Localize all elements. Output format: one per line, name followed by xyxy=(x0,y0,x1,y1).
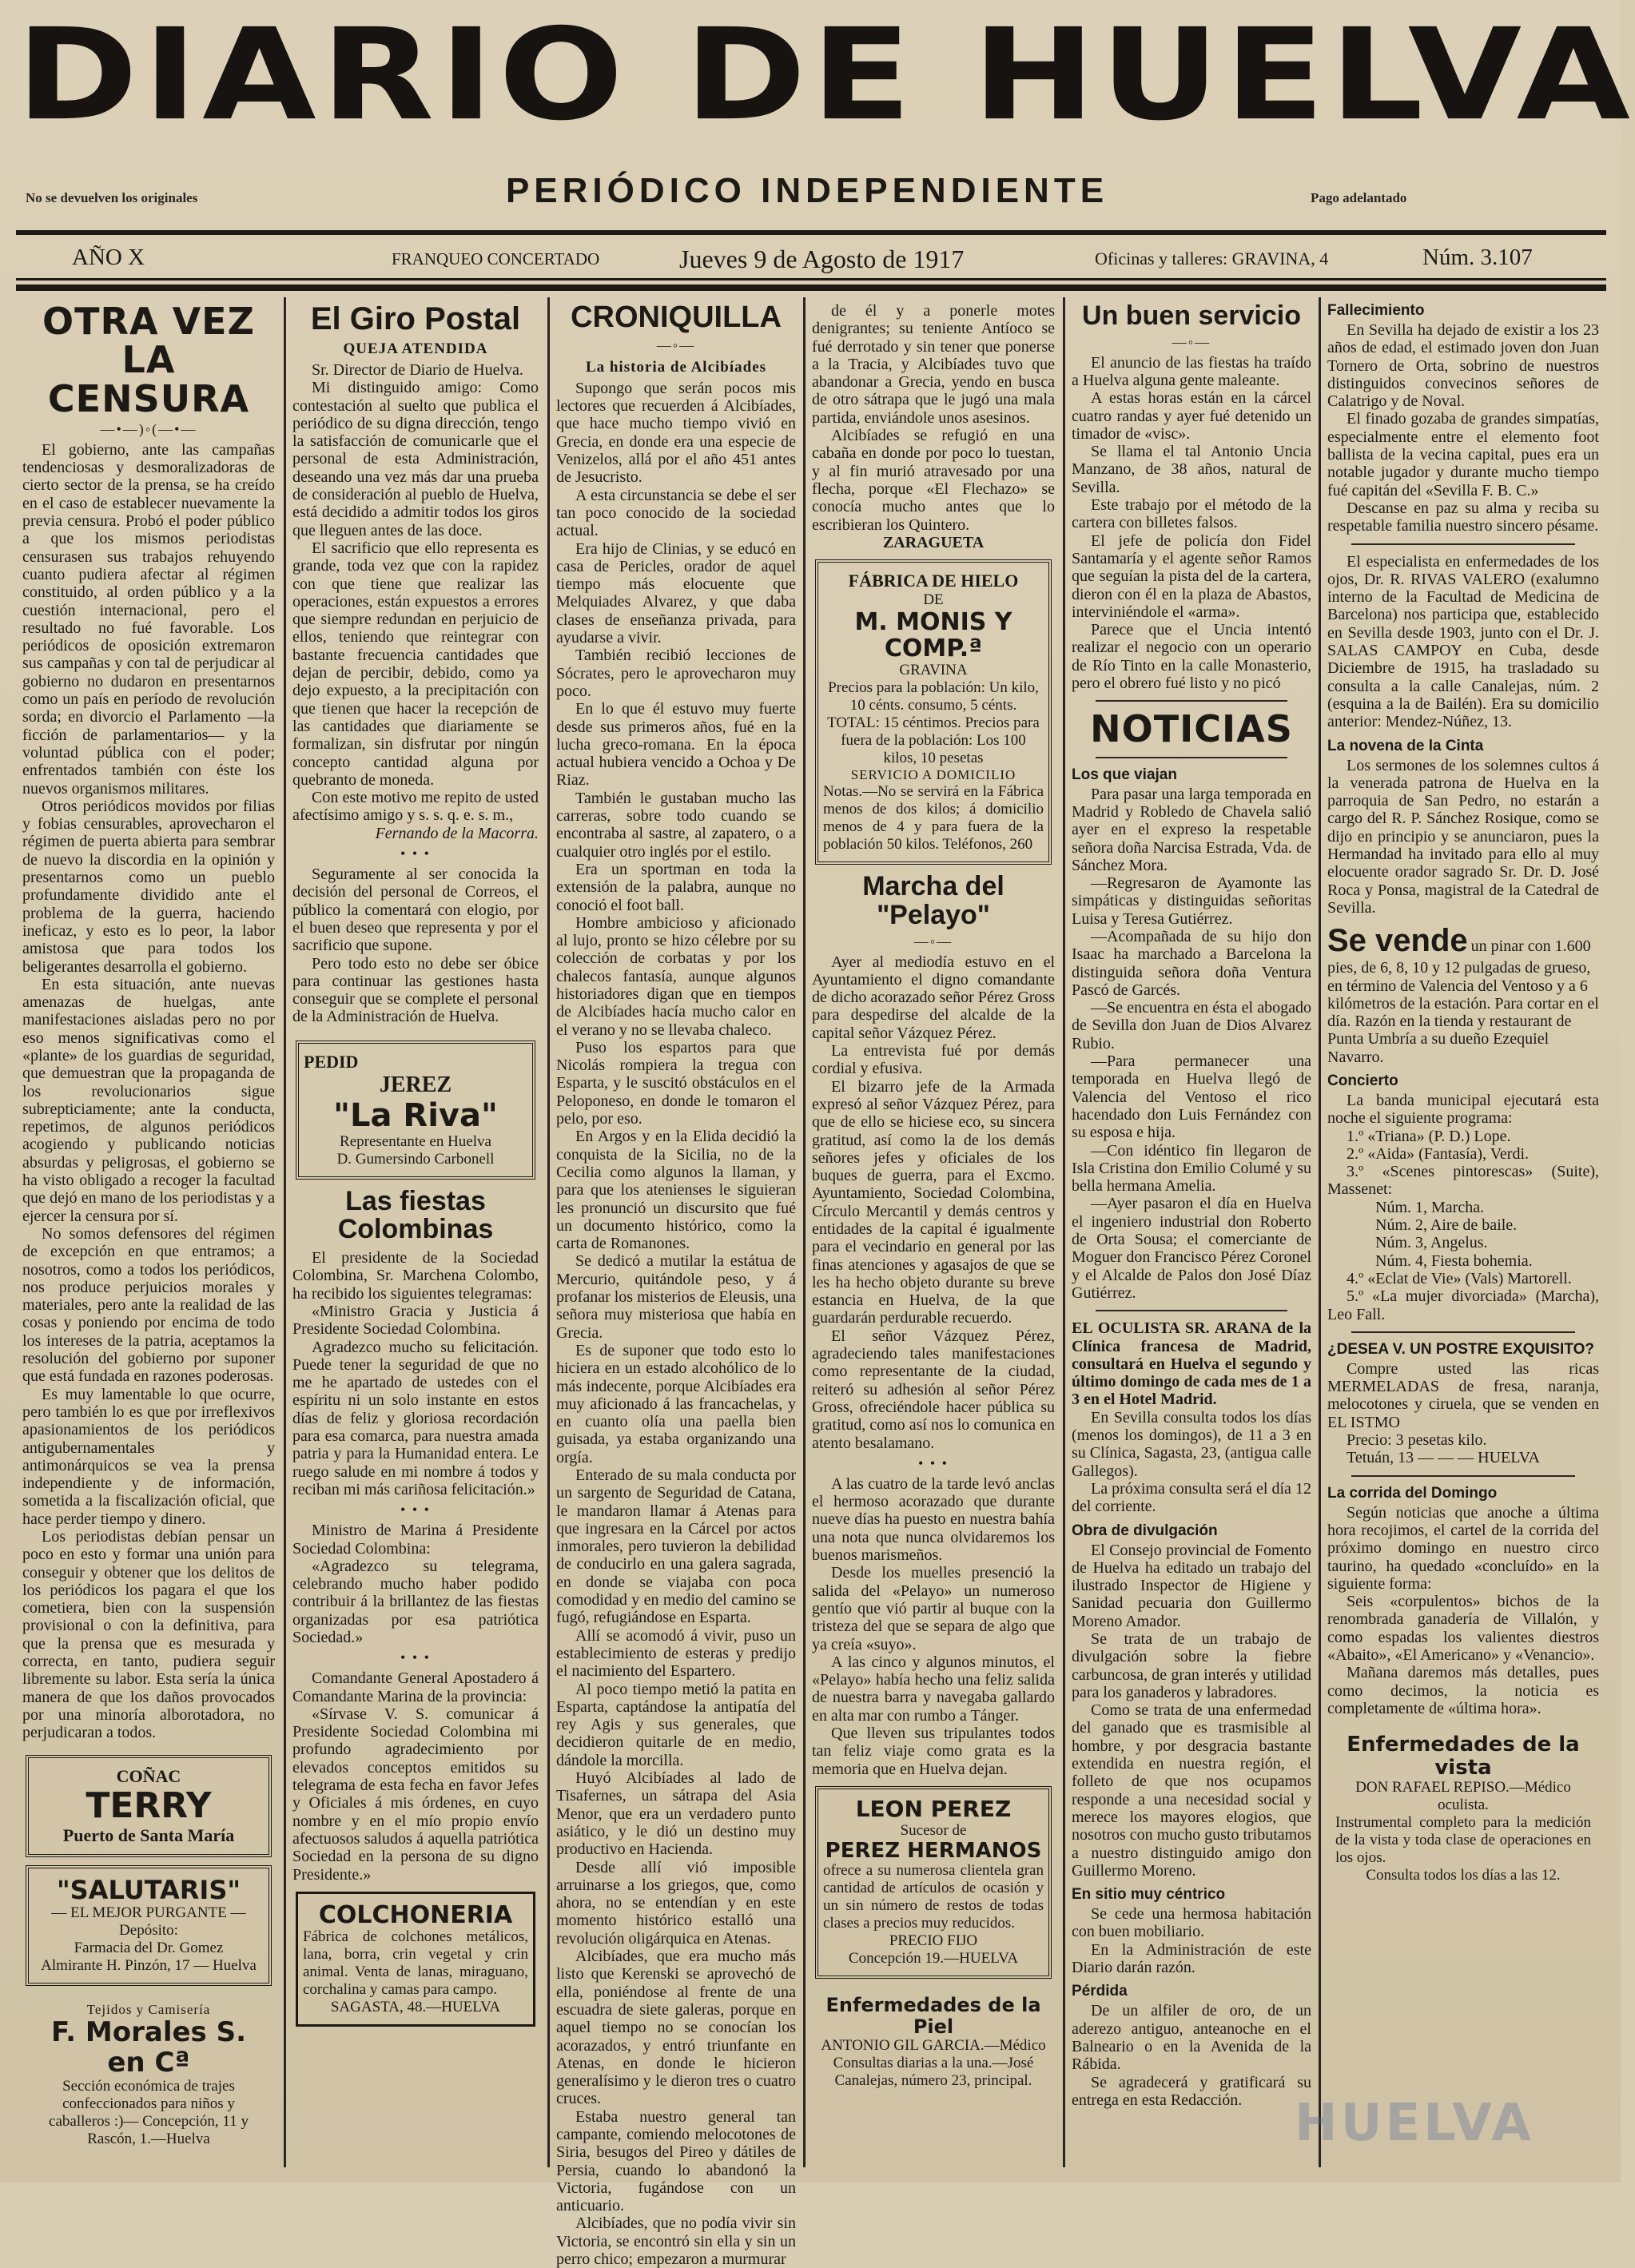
article-paragraph: El bizarro jefe de la Armada expresó al señor Vázquez Pérez, para que de ello se hiciese eco, su sincera gratitud, así como la de los demás señores jefes y oficiales de los buques de guerra, para el Excmo. Ayuntamiento, Sociedad Colombina, Círculo Mercantil y demás centros y entidades de la capital é igualmente para el vecindario en general por las finas atenciones y agasajos de que se les ha hecho objeto durante su breve estancia en Huelva, de la que guardarán perdurable recuerdo. xyxy=(812,1077,1055,1327)
ad-se-vende xyxy=(1327,923,1599,1066)
ad-salutaris xyxy=(26,1865,272,1986)
program-item: Núm. 3, Angelus. xyxy=(1375,1234,1488,1252)
ad-hielo-brand: M. MONIS Y COMP.ª xyxy=(854,608,1012,663)
program-item: 3.º «Scenes pintorescas» (Suite), Massenet: xyxy=(1327,1163,1599,1199)
article-paragraph: Ministro de Marina á Presidente Sociedad Colombina: xyxy=(292,1522,539,1558)
ad-vista-line1: DON RAFAEL REPISO.—Médico oculista. xyxy=(1355,1779,1571,1814)
ad-riva-brand: "La Riva" xyxy=(333,1096,498,1134)
date-label: Jueves 9 de Agosto de 1917 xyxy=(679,245,965,273)
article-paragraph: Compre usted las ricas MERMELADAS de fresa, naranja, melocotones y ciruela, que se venden en EL ISTMO xyxy=(1327,1359,1599,1431)
section-heading: Fallecimiento xyxy=(1327,302,1425,319)
article-paragraph: Puso los espartos para que Nicolás rompiera la tregua con Esparta, y le suscitó obstáculos en el Peloponeso, en donde le tomaron el pelo, por eso. xyxy=(556,1038,796,1128)
ad-enfermedades-piel xyxy=(815,1987,1052,2098)
article-paragraph: —Con idéntico fin llegaron de Isla Cristina don Emilio Columé y su bella hermana Amelia. xyxy=(1072,1141,1311,1196)
ad-vista-title: Enfermedades de la vista xyxy=(1347,1733,1580,1780)
article-paragraph: —Para permanecer una temporada en Huelva llegó de Valencia del Ventoso el rico hacendado don Luis Fernández con su esposa e hija. xyxy=(1072,1052,1311,1142)
ad-riva-line3: Representante en Huelva xyxy=(340,1132,491,1150)
article-paragraph: «Agradezco su telegrama, celebrando mucho haber podido contribuir á la brillantez de las fiestas organizadas por esa patriótica Sociedad.» xyxy=(292,1557,539,1646)
archive-watermark: HUELVA xyxy=(1295,2094,1534,2153)
article-paragraph: —Ayer pasaron el día en Huelva el ingeniero industrial don Roberto de Orta Sousa; el comerciante de Moguer don Francisco Pérez Coronel y el Alcalde de Palos don José Díaz Gutiérrez. xyxy=(1072,1195,1311,1302)
ad-se-vende-text: un pinar con 1.600 pies, de 6, 8, 10 y 12 pulgadas de grueso, en término de Valencia del Ventoso y a 6 kilómetros de la estación. Para cortar en el día. Razón en la tienda y restaurant de Punta Umbría a su dueño Ezequiel Navarro. xyxy=(1327,937,1599,1066)
postage-label: FRANQUEO CONCERTADO xyxy=(392,249,600,269)
article-paragraph: —Se encuentra en ésta el abogado de Sevilla don Juan de Dios Alvarez Rubio. xyxy=(1072,999,1311,1052)
column-separator xyxy=(284,297,286,2167)
article-paragraph: Allí se acomodó á vivir, puso un establecimiento de esteras y predijo el nacimiento del Espartero. xyxy=(556,1626,796,1681)
article-title-croniquilla: CRONIQUILLA xyxy=(571,300,782,334)
article-paragraph: El anuncio de las fiestas ha traído a Huelva alguna gente maleante. xyxy=(1072,353,1311,389)
ornament: —◦— xyxy=(656,336,696,353)
divider xyxy=(1351,1331,1575,1333)
article-paragraph: Comandante General Apostadero á Comandante Marina de la provincia: xyxy=(292,1669,539,1705)
article-paragraph: A esta circunstancia se debe el ser tan poco conocido de la sociedad actual. xyxy=(556,486,796,540)
column-4 xyxy=(812,302,1055,2164)
article-paragraph: Desde los muelles presenció la salida del «Pelayo» un numeroso gentío que vió partir al buque con la tristeza del que se separa de algo que ya creía «suyo». xyxy=(812,1564,1055,1653)
article-paragraph: En Sevilla ha dejado de existir a los 23 años de edad, el estimado joven don Juan Tornero de Orta, sobrino de nuestros distinguidos convecinos señores de Calatrigo y de Noval. xyxy=(1327,321,1599,411)
article-paragraph: También le gustaban mucho las carreras, sobre todo cuando se encontraba al sastre, al zapatero, o a cualquier otro inglés por el estilo. xyxy=(556,789,796,861)
section-heading: Los que viajan xyxy=(1072,766,1177,783)
article-paragraph: Era hijo de Clinias, y se educó en casa de Pericles, orador de aquel tiempo más elocuente que Melquiades Alvarez, y que daba clases de enseñanza privada, para ayudarse a vivir. xyxy=(556,539,796,647)
program-item: Núm. 1, Marcha. xyxy=(1375,1198,1485,1216)
article-paragraph: —Acompañada de su hijo don Isaac ha marchado a Barcelona la distinguida señora doña Ventura Pascó de Garcés. xyxy=(1072,928,1311,999)
article-paragraph: En esta situación, ante nuevas amenazas de huelgas, ante manifestaciones aisladas pero no por eso menos significativas como el «plante» de los guardias de seguridad, que demuestran que la propaganda de los revolucionarios sigue subrepticiamente; ante la conducta, repetimos, de algunos periódicos acogiendo y publicando noticias absurdas y peligrosas, el gobierno se ha visto obligado a recoger la facultad que dejó en mano de los periodistas y a ejercer la censura por sí. xyxy=(22,975,275,1225)
article-paragraph: En la Administración de este Diario darán razón. xyxy=(1072,1940,1311,1977)
ornament: • • • xyxy=(400,1649,431,1666)
article-paragraph: Hombre ambicioso y aficionado al lujo, pronto se hizo célebre por su colección de corbatas y por los chalecos fantasía, aunque algunos historiadores digan que en tiempos de Alcibíades hacía mucho calor en el verano y no se llevaba chaleco. xyxy=(556,913,796,1039)
ad-piel-line1: ANTONIO GIL GARCIA.—Médico xyxy=(821,2037,1046,2055)
article-paragraph: Agradezco mucho su felicitación. Puede tener la seguridad de que no me he apartado de ustedes con el espíritu ni un solo instante en estos días de feliz y gloriosa recordación para esa comarca, para nuestra amada patria y para la Humanidad entera. Le ruego salude en mi nombre á todos y reciban mi más cariñosa felicitación.» xyxy=(292,1338,539,1498)
program-item: 2.º «Aida» (Fantasía), Verdi. xyxy=(1347,1144,1530,1163)
section-heading: Concierto xyxy=(1327,1072,1398,1089)
ornament: • • • xyxy=(400,846,431,862)
article-paragraph: Mi distinguido amigo: Como contestación al suelto que publica el periódico de su digna dirección, tengo la satisfacción de comunicarle que el personal de esta Administración, deseando una vez más dar una prueba de consideración al pueblo de Huelva, está decidido a admitir todos los giros que lleguen antes de las doce. xyxy=(292,379,539,539)
ad-colchoneria-title: COLCHONERIA xyxy=(318,1900,513,1929)
article-paragraph: La entrevista fué por demás cordial y efusiva. xyxy=(812,1042,1055,1078)
masthead-left-note: No se devuelven los originales xyxy=(26,190,198,205)
article-paragraph: de él y a ponerle motes denigrantes; su teniente Antíoco se fué derrotado y sin tener que ponerse a la Tracia, y Alcibíades tuvo que abandonar a Grecia, yendo en busca de otro sátrapa que le jugó una mala partida, enviándole unos asesinos. xyxy=(812,302,1055,427)
ad-enfermedades-vista xyxy=(1331,1725,1596,1892)
ad-hielo-line2: DE xyxy=(923,591,944,609)
article-paragraph: Se cede una hermosa habitación con buen mobiliario. xyxy=(1072,1905,1311,1941)
ad-salutaris-line2: Depósito: xyxy=(119,1922,178,1940)
dateline xyxy=(16,238,1606,277)
article-paragraph: Sr. Director de Diario de Huelva. xyxy=(312,361,523,379)
divider xyxy=(1096,757,1287,758)
ad-salutaris-line3: Farmacia del Dr. Gomez xyxy=(74,1940,224,1957)
article-paragraph: Al poco tiempo metió la patita en Esparta, captándose la antipatía del rey Agis y sus generales, que decidieron quitarle de en medio, dándole la morcilla. xyxy=(556,1680,796,1769)
article-paragraph: Alcibíades, que era mucho más listo que Kerenski se aprovechó de ella, poniéndose al frente de una escuadra de siete galeras, porque en aquel tiempo no se conocían los acorazados, y entró triunfante en Atenas, en donde le hicieron generalísimo y le dieron tres o cuatro cruces. xyxy=(556,1948,796,2108)
ad-hielo-line3: GRAVINA xyxy=(899,662,968,679)
article-paragraph: Se agradecerá y gratificará su entrega en esta Redacción. xyxy=(1072,2073,1311,2109)
ad-vista-text: Instrumental completo para la medición de la vista y toda clase de operaciones en los ojos. xyxy=(1335,1814,1591,1867)
article-paragraph: Se llama el tal Antonio Uncia Manzano, de 38 años, natural de Sevilla. xyxy=(1072,443,1311,496)
program-item: 1.º «Triana» (P. D.) Lope. xyxy=(1347,1127,1511,1145)
ad-piel-title: Enfermedades de la Piel xyxy=(825,1994,1041,2038)
ad-hielo-line1: FÁBRICA DE HIELO xyxy=(848,571,1019,591)
article-paragraph: A estas horas están en la cárcel cuatro randas y ayer fué detenido un timador de «visc». xyxy=(1072,389,1311,443)
article-paragraph: Este trabajo por el método de la cartera con billetes falsos. xyxy=(1072,496,1311,532)
article-paragraph: Desde allí vió imposible arruinarse a los griegos, que, como ahora, no se entendían y en este momento histórico estalló una revolución oligárquica en Atenas. xyxy=(556,1858,796,1948)
article-title-marcha-pelayo: Marcha del "Pelayo" xyxy=(862,871,1004,930)
article-title-fiestas-colombinas: Las fiestas Colombinas xyxy=(337,1185,494,1245)
article-paragraph: Se trata de un trabajo de divulgación sobre la fiebre carbuncosa, de gran interés y utilidad para los ganaderos y labradores. xyxy=(1072,1629,1311,1701)
ornament: —•—)◦(—•— xyxy=(100,420,197,437)
ad-la-riva xyxy=(296,1040,535,1180)
article-paragraph: Alcibíades, que no podía vivir sin Victoria, se encontró sin ella y sin un perro chico; empezaron a murmurar xyxy=(556,2214,796,2268)
article-paragraph: Es de suponer que todo esto lo hiciera en un estado alcohólico de lo más indecente, porque Alcibíades era muy aficionado á las francachelas, y en cuanto olía una paella bien guisada, ya estaba organizando una orgía. xyxy=(556,1341,796,1466)
ornament: —◦— xyxy=(1172,333,1211,350)
article-paragraph: En Argos y en la Elida decidió la conquista de la Sicilia, no de la Cecilia como algunos la llaman, y para que los atenienses le siguieran les pronunció un discursito que fué un documento histórico, como la carta de Romanones. xyxy=(556,1128,796,1253)
section-heading: Obra de divulgación xyxy=(1072,1522,1218,1539)
section-title-noticias: NOTICIAS xyxy=(1090,707,1293,751)
article-signature: ZARAGUETA xyxy=(882,533,985,551)
article-paragraph: De un alfiler de oro, de un aderezo antiguo, anteanoche en el Balneario o en la Avenida de la Rábida. xyxy=(1072,2002,1311,2074)
divider xyxy=(1096,700,1287,702)
article-paragraph: También recibió lecciones de Sócrates, pero le aprovecharon muy poco. xyxy=(556,647,796,700)
article-subtitle: QUEJA ATENDIDA xyxy=(343,340,488,357)
ad-riva-line4: D. Gumersindo Carbonell xyxy=(336,1150,495,1168)
article-paragraph: Es muy lamentable lo que ocurre, pero también lo es que por irreflexivos apasionamientos de los periódicos antigubernamentales y antimonárquicos se vea la prensa independiente y de información, sometida a la fiscalización oficial, que hace perder tiempo y dinero. xyxy=(22,1385,275,1528)
ad-riva-line2: JEREZ xyxy=(379,1072,452,1097)
article-paragraph: Otros periódicos movidos por filias y fobias censurables, aprovecharon el régimen de puerta abierta para sembrar de nuevo la discordia en la opinión y presentarnos como un pueblo profundamente dividido ante el problema de la guerra, haciendo ineficaz, y esto es lo peor, la labor amistosa que para todos los beligerantes desarrolla el gobierno. xyxy=(22,797,275,976)
ad-leon-line3: PRECIO FIJO xyxy=(889,1932,978,1950)
ad-se-vende-title: Se vende xyxy=(1327,923,1468,959)
ad-terry-line2: Puerto de Santa María xyxy=(62,1824,235,1845)
ornament: —◦— xyxy=(913,933,953,949)
column-separator xyxy=(1063,297,1065,2167)
article-paragraph: Parece que el Uncia intentó realizar el negocio con un operario de Río Tinto en la calle Monasterio, pero el obrero fué listo y no picó xyxy=(1072,621,1311,693)
article-paragraph: Pero todo esto no debe ser óbice para continuar las gestiones hasta conseguir que se complete el personal de la Administración de Huelva. xyxy=(292,954,539,1026)
program-item: Núm. 2, Aire de baile. xyxy=(1375,1216,1518,1235)
article-paragraph: Según noticias que anoche a última hora recojimos, el cartel de la corrida del próximo domingo en nuestro circo taurino, ha quedado «concluído» en la siguiente forma: xyxy=(1327,1503,1599,1593)
article-paragraph: No somos defensores del régimen de excepción en que entramos; a nosotros, como a todos los periódicos, nos produce perjuicios morales y materiales, pero ante la realidad de las cosas y poniendo por encima de todo los intereses de la patria, aceptamos la resolución del gobierno por suponer que está fundada en razones poderosas. xyxy=(22,1224,275,1386)
article-paragraph: Estaba nuestro general tan campante, comiendo melocotones de Siria, besugos del Pireo y dátiles de Persia, cuando lo abandonó la Victoria, fugándose con un anticuario. xyxy=(556,2107,796,2215)
ad-leon-name: LEON PEREZ xyxy=(855,1795,1012,1822)
column-3 xyxy=(556,300,796,2268)
article-paragraph: Los sermones de los solemnes cultos á la venerada patrona de Huelva en la parroquia de San Pedro, no estarán a cargo del R. P. Sánchez Rosique, como se dijo en principio y se anunciaron, pues la Hermandad ha invitado para ello al muy elocuente orador sagrado Sr. Dr. D. José Roca y Ponsa, magistral de la Catedral de Sevilla. xyxy=(1327,756,1599,917)
article-paragraph: Enterado de su mala conducta por un sargento de Seguridad de Catana, le mandaron llamar á Atenas para que ingresara en la Cárcel por actos inmorales, pero tuvieron la debilidad de conducirlo en una galera sagrada, en donde se viajaba con poca comodidad y en medio del camino se fugó, refugiándose en Esparta. xyxy=(556,1466,796,1627)
masthead-rule-bottom xyxy=(16,284,1606,291)
article-paragraph: Huyó Alcibíades al lado de Tisafernes, un sátrapa del Asia Menor, que era un verdadero punto asiático, y le dió un destino muy productivo en Hacienda. xyxy=(556,1769,796,1859)
article-paragraph: Con este motivo me repito de usted afectísimo amigo y s. s. q. e. s. m., xyxy=(292,789,539,825)
article-paragraph: Los periodistas debían pensar un poco en esto y formar una unión para conseguir y obtener que los delitos de los periódicos los pagara el que los cometiera, bien con la suspensión provisional o con la definitiva, para que la prensa que es mesurada y correcta, en tanto, pudiera seguir libremente su labor. Esta sería la única manera de que los daños provocados por una minoría alborotadora, no perjudicaran a todos. xyxy=(22,1528,275,1742)
article-paragraph: El jefe de policía don Fidel Santamaría y el agente señor Ramos que seguían la pista del de la cartera, dieron con él en la plaza de Abastos, interviniéndole el «arma». xyxy=(1072,531,1311,621)
article-paragraph: «Sírvase V. S. comunicar á Presidente Sociedad Colombina mi profundo agradecimiento por elevados conceptos emitidos su telegrama de esta fecha en favor Jefes y Oficiales á mis órdenes, en cuyo nombre y en el mío propio envío afectuosos saludos á aquella patriótica Sociedad en la persona de su digno Presidente.» xyxy=(292,1705,539,1884)
section-heading: En sitio muy céntrico xyxy=(1072,1886,1226,1904)
ad-morales-top: Tejidos y Camisería xyxy=(86,2002,211,2018)
ad-salutaris-line1: — EL MEJOR PURGANTE — xyxy=(51,1904,246,1922)
article-paragraph: Precio: 3 pesetas kilo. xyxy=(1347,1431,1487,1450)
ad-vista-line2: Consulta todos los días a las 12. xyxy=(1366,1867,1561,1884)
divider xyxy=(1351,1475,1575,1477)
newspaper-title: DIARIO DE HUELVA xyxy=(16,1,1635,149)
article-paragraph: —Regresaron de Ayamonte las simpáticas y distinguidas señoritas Luisa y Teresa Gutiérrez. xyxy=(1072,874,1311,928)
ad-leon-brand: PEREZ HERMANOS xyxy=(825,1838,1042,1863)
article-paragraph: Seguramente al ser conocida la decisión del personal de Correos, el público la comentará con elogio, por el buen deseo que representa y por el sacrificio que supone. xyxy=(292,865,539,955)
ad-colchoneria-address: SAGASTA, 48.—HUELVA xyxy=(330,1998,501,2015)
ad-hielo-prices: Precios para la población: Un kilo, 10 cénts. consumo, 5 cénts. TOTAL: 15 céntimos. Precios para fuera de la población: Los 100 kilos, 10 pesetas xyxy=(827,679,1040,767)
ad-hielo-note: Notas.—No se servirá en la Fábrica menos de dos kilos; á domicilio menos de 4 y para fuera de la población 50 kilos. Teléfonos, 260 xyxy=(823,783,1044,853)
newspaper-subtitle: PERIÓDICO INDEPENDIENTE xyxy=(505,171,1109,210)
program-item: Núm. 4, Fiesta bohemia. xyxy=(1375,1251,1533,1270)
ad-terry-brand: TERRY xyxy=(86,1785,212,1826)
ad-leon-text: ofrece a su numerosa clientela gran cantidad de artículos de ocasión y un sin número de restos de todas clases a precios muy reducidos. xyxy=(823,1862,1044,1932)
article-paragraph: El especialista en enfermedades de los ojos, Dr. R. RIVAS VALERO (exalumno interno de la Facultad de Medicina de Barcelona) nos participa que, establecido en Sevilla desde 1903, junto con el Dr. J. SALAS CAMPOY en Cuba, desde Diciembre de 1915, ha trasladado su consulta a la calle Canalejas, núm. 2 (esquina a la de Bailén). Era su domicilio anterior: Mendez-Núñez, 13. xyxy=(1327,552,1599,731)
ad-morales-text: Sección económica de trajes confeccionados para niños y caballeros :)— Concepción, 11 y Rascón, 1.—Huelva xyxy=(49,2077,249,2147)
article-paragraph: El presidente de la Sociedad Colombina, Sr. Marchena Colombo, ha recibido los siguientes telegramas: xyxy=(292,1249,539,1303)
year-label: AÑO X xyxy=(72,245,145,270)
article-paragraph: A las cinco y algunos minutos, el «Pelayo» había hecho una feliz salida de nuestra barra y navegaba gallardo en alta mar con rumbo a Tánger. xyxy=(812,1653,1055,1725)
ad-terry-line1: COÑAC xyxy=(116,1765,181,1786)
column-5 xyxy=(1072,302,1311,2164)
column-separator xyxy=(547,297,550,2167)
masthead-right-note: Pago adelantado xyxy=(1311,190,1407,205)
article-paragraph: En Sevilla consulta todos los días (menos los domingos), de 11 a 3 en su Clínica, Sagasta, 23, (antigua calle Gallegos). xyxy=(1072,1408,1311,1480)
article-signature: Fernando de la Macorra. xyxy=(375,824,539,842)
offices-label: Oficinas y talleres: GRAVINA, 4 xyxy=(1095,249,1329,269)
ad-salutaris-line4: Almirante H. Pinzón, 17 — Huelva xyxy=(41,1957,257,1975)
article-paragraph: La banda municipal ejecutará esta noche el siguiente programa: xyxy=(1327,1091,1599,1128)
divider xyxy=(1351,543,1575,545)
article-paragraph: «Ministro Gracia y Justicia á Presidente Sociedad Colombina. xyxy=(292,1302,539,1339)
article-title-giro-postal: El Giro Postal xyxy=(310,301,521,336)
article-paragraph: A las cuatro de la tarde levó anclas el hermoso acorazado que durante nueve días ha puesto en nuestra bahía una nota que nunca olvidaremos los buenos marismeños. xyxy=(812,1474,1055,1565)
program-item: 4.º «Eclat de Vie» (Vals) Martorell. xyxy=(1347,1269,1572,1287)
ad-morales xyxy=(26,1994,272,2156)
article-paragraph: El gobierno, ante las campañas tendenciosas y desmoralizadoras de cierto sector de la prensa, se ha creído en el caso de establecer nuevamente la previa censura. Probó el poder público a que los mismos periodistas censurasen sus trabajos rehuyendo cuanto pudiera afectar al régimen constituido, al orden público y a la cuestión internacional, pero el resultado no fué favorable. Los periódicos de oposición extremaron sus campañas y con tal de perjudicar al gobierno no dudaron en presentarnos como un país en período de revolución sorda; en divorcio el Parlamento —la ficción de parlamentarios— y la voluntad pública con el poder; enfrentados también con éste los nuevos organismos militares. xyxy=(22,440,275,798)
divider xyxy=(1096,1310,1287,1311)
article-paragraph: Ayer al mediodía estuvo en el Ayuntamiento el digno comandante de dicho acorazado señor Pérez Gross para despedirse del alcalde de la capital señor Vázquez Pérez. xyxy=(812,953,1055,1042)
oculista-notice: EL OCULISTA SR. ARANA de la Clínica francesa de Madrid, consultará en Huelva el segundo y último domingo de cada mes de 1 a 3 en el Hotel Madrid. xyxy=(1072,1319,1311,1409)
article-paragraph: Mañana daremos más detalles, pues como decimos, la noticia es completamente de «última hora». xyxy=(1327,1664,1599,1717)
ad-hielo-service: SERVICIO A DOMICILIO xyxy=(850,767,1016,783)
ad-colchoneria xyxy=(296,1892,535,2027)
ornament: • • • xyxy=(918,1454,949,1471)
article-paragraph: Descanse en paz su alma y reciba su respetable familia nuestro sincero pésame. xyxy=(1327,499,1599,535)
article-paragraph: El Consejo provincial de Fomento de Huelva ha editado un trabajo del ilustrado Inspector de Higiene y Sanidad pecuaria don Guillermo Moreno Amador. xyxy=(1072,1541,1311,1630)
article-paragraph: El sacrificio que ello representa es grande, toda vez que con la rapidez con que tiene que realizar las operaciones, están expuestos a errores que siempre redundan en perjuicio de ellos, teniendo que reintegrar con bastante frecuencia cantidades que dejan de percibir, debido, como ya dejo expuesto, a la precipitación con que tienen que hacer la recepción de las cantidades que diariamente se formalizan, sin disfrutar por ningún concepto cantidad alguna por quebranto de moneda. xyxy=(292,539,539,789)
article-paragraph: La próxima consulta será el día 12 del corriente. xyxy=(1072,1479,1311,1516)
article-paragraph: Que lleven sus tripulantes todos tan feliz viaje como grata es la memoria que en Huelva dejan. xyxy=(812,1725,1055,1778)
ad-salutaris-title: "SALUTARIS" xyxy=(56,1874,241,1905)
article-paragraph: El señor Vázquez Pérez, agradeciendo tales manifestaciones como representante de la ciudad, reiteró su adhesión al señor Pérez Gross, ofreciéndole hacer pública su gratitud, como así nos lo comunica en atento besalamano. xyxy=(812,1327,1055,1452)
issue-number: Núm. 3.107 xyxy=(1422,245,1533,270)
article-paragraph: Supongo que serán pocos mis lectores que recuerden á Alcibíades, que hace mucho tiempo vivió en Grecia, en donde era una especie de Venizelos, allá por el año 451 antes de Jesucristo. xyxy=(556,379,796,487)
column-6 xyxy=(1327,302,1599,2164)
article-paragraph: El finado gozaba de grandes simpatías, especialmente entre el elemento foot ballista de la vecina capital, pues era un notable jugador y durante mucho tiempo fué capitán del «Sevilla F. B. C.» xyxy=(1327,410,1599,499)
article-paragraph: Como se trata de una enfermedad del ganado que es trasmisible al hombre, y por desgracia bastante extendida en nuestra región, el folleto de que nos ocupamos responde a una necesidad social y merece los mayores elogios, que nosotros con mucho gusto tributamos a nuestro distinguido amigo don Guillermo Moreno. xyxy=(1072,1701,1311,1880)
column-1 xyxy=(22,302,275,2164)
ad-fabrica-hielo xyxy=(815,559,1052,865)
article-subtitle: La historia de Alcibíades xyxy=(585,358,767,376)
ad-leon-line4: Concepción 19.—HUELVA xyxy=(848,1950,1019,1968)
section-heading: La novena de la Cinta xyxy=(1327,737,1484,754)
ad-terry xyxy=(26,1755,272,1857)
ad-colchoneria-text: Fábrica de colchones metálicos, lana, borra, crin vegetal y crin animal. Venta de lanas, miraguano, corchalina y camas para campo. xyxy=(303,1928,528,1998)
article-paragraph: En lo que él estuvo muy fuerte desde sus primeros años, fué en la lucha greco-romana. En la época actual hubiera vencido a Ochoa y De Riaz. xyxy=(556,700,796,790)
ornament: • • • xyxy=(400,1502,431,1518)
masthead-rule-mid xyxy=(16,278,1606,281)
program-item: 5.º «La mujer divorciada» (Marcha), Leo Fall. xyxy=(1327,1287,1599,1323)
article-paragraph: Tetuán, 13 — — — HUELVA xyxy=(1347,1449,1540,1467)
article-paragraph: Era un sportman en toda la extensión de la palabra, aunque no conoció el foot ball. xyxy=(556,860,796,914)
column-separator xyxy=(1319,297,1321,2167)
ad-morales-name: F. Morales S. en Cª xyxy=(50,2016,247,2079)
section-heading: La corrida del Domingo xyxy=(1327,1484,1498,1502)
article-paragraph: Se dedicó a mutilar la estátua de Mercurio, quitándole peso, y á profanar los misterios de Eleusis, una señora muy misteriosa que había en Grecia. xyxy=(556,1252,796,1342)
ad-piel-text: Consultas diarias a la una.—José Canalejas, número 23, principal. xyxy=(833,2055,1034,2090)
article-paragraph: Seis «corpulentos» bichos de la renombrada ganadería de Villalón, y como espadas los valientes diestros «Abaito», «El Americano» y «Venancio». xyxy=(1327,1593,1599,1664)
column-2 xyxy=(292,302,539,2164)
section-heading: ¿DESEA V. UN POSTRE EXQUISITO? xyxy=(1327,1340,1594,1358)
article-paragraph: Para pasar una larga temporada en Madrid y Robledo de Chavela salió ayer en el expreso la respetable señora doña Narcisa Estrada, Vda. de Sánchez Mora. xyxy=(1072,785,1311,874)
ad-riva-line1: PEDID xyxy=(304,1051,359,1072)
article-paragraph: Alcibíades se refugió en una cabaña en donde por poco lo tuestan, y al fin murió atravesado por una flecha, porque «El Flechazo» se conocía mucho antes que lo escribieran los Quintero. xyxy=(812,427,1055,534)
column-separator xyxy=(803,297,806,2167)
ad-leon-line2: Sucesor de xyxy=(900,1821,967,1839)
masthead-rule-top xyxy=(16,230,1606,235)
article-title-censura: OTRA VEZ LA CENSURA xyxy=(42,300,255,420)
section-heading: Pérdida xyxy=(1072,1983,1128,2000)
article-title-buen-servicio: Un buen servicio xyxy=(1082,300,1301,331)
ad-leon-perez xyxy=(815,1786,1052,1979)
